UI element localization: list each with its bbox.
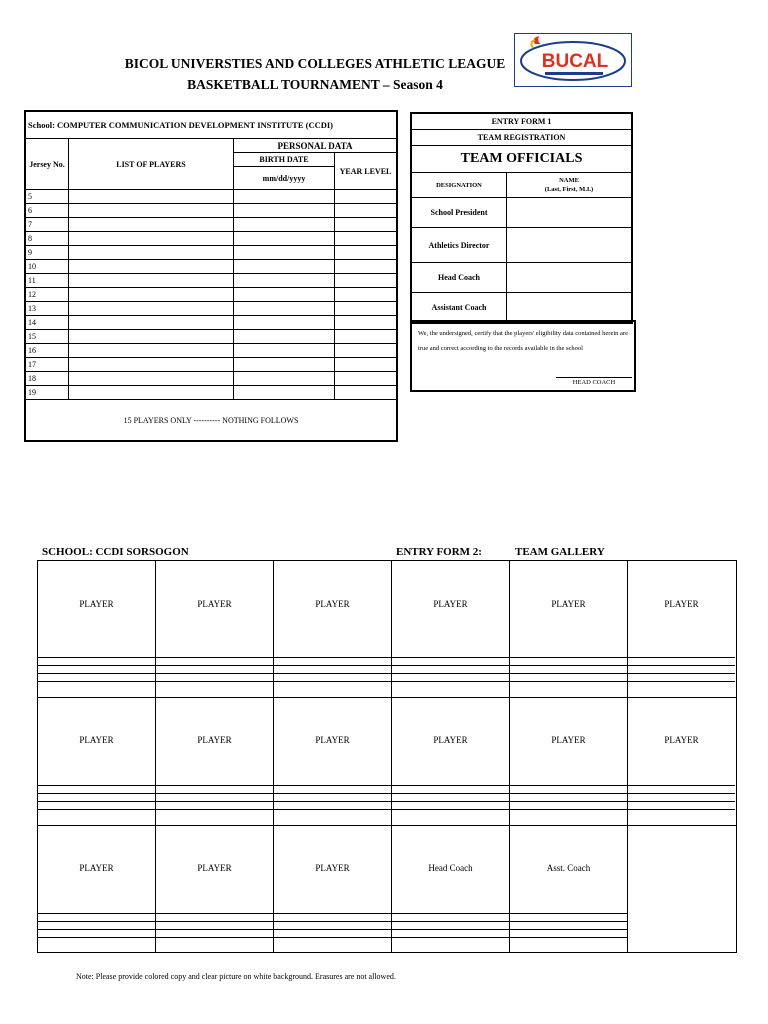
name-line [392,785,509,786]
gallery-photo-slot [38,825,156,952]
name-line [628,665,735,666]
name-line [38,809,155,810]
player-name-cell[interactable] [69,316,234,330]
jersey-number: 18 [25,372,69,386]
name-line [38,793,155,794]
nothing-follows-note: 15 PLAYERS ONLY ---------- NOTHING FOLLOWS [25,400,397,442]
name-line [274,937,391,938]
name-line [38,673,155,674]
entry-form-2-label: ENTRY FORM 2: [396,546,482,558]
player-name-cell[interactable] [69,288,234,302]
player-name-cell[interactable] [69,372,234,386]
gallery-photo-slot [392,561,510,697]
league-title: BICOL UNIVERSTIES AND COLLEGES ATHLETIC LEAGUE [124,56,506,71]
head-coach-signatory: HEAD COACH [572,379,616,386]
gallery-photo-slot [38,697,156,825]
name-line [628,809,735,810]
gallery-photo-slot [274,561,392,697]
year-level-cell[interactable] [335,190,398,204]
jersey-number: 9 [25,246,69,260]
gallery-photo-slot [156,697,274,825]
player-row [25,372,397,386]
gallery-slot-label: PLAYER [79,599,114,609]
team-gallery-grid [37,560,737,953]
name-line [510,673,627,674]
team-officials-table [410,112,633,324]
official-name-cell[interactable] [507,293,633,324]
year-level-cell[interactable] [335,330,398,344]
gallery-slot-label: PLAYER [79,863,114,873]
name-line [156,929,273,930]
name-line [628,793,735,794]
designation-header: DESIGNATION [411,173,507,198]
jersey-number: 17 [25,358,69,372]
player-name-cell[interactable] [69,232,234,246]
signature-line [556,377,632,378]
birth-date-cell[interactable] [234,316,335,330]
name-line [392,801,509,802]
gallery-photo-slot [510,561,628,697]
player-row [25,260,397,274]
gallery-slot-label: PLAYER [664,735,699,745]
birth-date-cell[interactable] [234,302,335,316]
name-line [38,921,155,922]
player-row [25,330,397,344]
gallery-slot-label: PLAYER [664,599,699,609]
player-row [25,274,397,288]
birth-date-cell[interactable] [234,288,335,302]
jersey-number: 13 [25,302,69,316]
name-line [274,665,391,666]
name-line [392,657,509,658]
birth-date-cell[interactable] [234,246,335,260]
player-name-cell[interactable] [69,218,234,232]
gallery-photo-slot [392,825,510,952]
name-line [274,681,391,682]
player-row [25,190,397,204]
name-line [156,665,273,666]
jersey-number: 14 [25,316,69,330]
birth-date-cell[interactable] [234,330,335,344]
name-line [156,921,273,922]
name-line [510,913,627,914]
name-line [274,809,391,810]
gallery-slot-label: Head Coach [428,863,473,873]
gallery-photo-slot [156,561,274,697]
name-line [392,673,509,674]
team-officials-title: TEAM OFFICIALS [411,146,632,173]
name-line [392,809,509,810]
gallery-slot-label: PLAYER [315,599,350,609]
team-gallery-title: TEAM GALLERY [515,546,605,558]
jersey-number: 8 [25,232,69,246]
gallery-photo-slot [392,697,510,825]
player-name-cell[interactable] [69,274,234,288]
name-line [38,681,155,682]
official-name-cell[interactable] [507,228,633,263]
year-level-cell[interactable] [335,372,398,386]
personal-data-header: PERSONAL DATA [234,139,398,153]
name-line [392,913,509,914]
jersey-number: 16 [25,344,69,358]
name-line [392,665,509,666]
name-line [628,785,735,786]
submission-note: Note: Please provide colored copy and clear picture on white background. Erasures are not allowed. [76,972,396,981]
bucal-logo [514,33,632,87]
birth-date-cell[interactable] [234,190,335,204]
player-row [25,232,397,246]
year-level-cell[interactable] [335,288,398,302]
year-level-header: YEAR LEVEL [335,153,398,190]
birth-date-cell[interactable] [234,344,335,358]
jersey-number: 11 [25,274,69,288]
name-line [510,681,627,682]
name-line [510,657,627,658]
name-line [38,937,155,938]
gallery-photo-slot [510,697,628,825]
player-list-table [24,110,398,442]
name-line [510,929,627,930]
birth-date-cell[interactable] [234,218,335,232]
birth-date-cell[interactable] [234,386,335,400]
gallery-slot-label: PLAYER [315,863,350,873]
jersey-number: 15 [25,330,69,344]
birth-date-header: BIRTH DATE [234,153,335,167]
jersey-number: 12 [25,288,69,302]
name-line [156,793,273,794]
player-name-cell[interactable] [69,358,234,372]
name-line [38,801,155,802]
entry-form-1-label: ENTRY FORM 1 [411,113,632,130]
name-line [156,809,273,810]
player-name-cell[interactable] [69,344,234,358]
name-line [392,937,509,938]
birth-date-cell[interactable] [234,204,335,218]
role-athletics-director: Athletics Director [411,228,507,263]
date-format-header: mm/dd/yyyy [234,167,335,190]
name-format-header: (Last, First, M.I.) [544,186,594,193]
gallery-photo-slot [156,825,274,952]
name-line [38,913,155,914]
name-line [156,681,273,682]
name-line [628,673,735,674]
birth-date-cell[interactable] [234,260,335,274]
certification-text: We, the undersigned, certify that the players' eligibility data contained herein are true and correct according to the records available in the school [418,330,628,352]
name-line [156,801,273,802]
name-line [628,657,735,658]
name-line [628,681,735,682]
year-level-cell[interactable] [335,344,398,358]
name-line [510,937,627,938]
player-row [25,204,397,218]
jersey-header: Jersey No. [25,139,69,190]
year-level-cell[interactable] [335,316,398,330]
player-row [25,302,397,316]
year-level-cell[interactable] [335,232,398,246]
name-line [274,657,391,658]
role-assistant-coach: Assistant Coach [411,293,507,324]
name-line [392,793,509,794]
player-row [25,316,397,330]
name-line [510,809,627,810]
player-name-cell[interactable] [69,386,234,400]
name-line [156,657,273,658]
player-row [25,358,397,372]
gallery-photo-slot [628,697,735,825]
gallery-slot-label: Asst. Coach [546,863,591,873]
name-line [38,665,155,666]
gallery-slot-label: PLAYER [197,599,232,609]
name-line [510,921,627,922]
name-line [510,785,627,786]
name-line [274,929,391,930]
tournament-title: BASKETBALL TOURNAMENT – Season 4 [187,77,443,92]
gallery-empty-slot [628,825,735,952]
name-line [274,785,391,786]
player-row [25,246,397,260]
team-registration-label: TEAM REGISTRATION [411,130,632,146]
year-level-cell[interactable] [335,302,398,316]
list-of-players-header: LIST OF PLAYERS [69,139,234,190]
player-row [25,288,397,302]
role-head-coach: Head Coach [411,263,507,293]
official-name-cell[interactable] [507,198,633,228]
gallery-slot-label: PLAYER [79,735,114,745]
gallery-photo-slot [274,825,392,952]
year-level-cell[interactable] [335,274,398,288]
player-name-cell[interactable] [69,330,234,344]
jersey-number: 6 [25,204,69,218]
birth-date-cell[interactable] [234,372,335,386]
year-level-cell[interactable] [335,218,398,232]
name-line [628,801,735,802]
year-level-cell[interactable] [335,204,398,218]
name-line [274,673,391,674]
name-line [510,665,627,666]
name-line [274,793,391,794]
name-line [510,793,627,794]
name-line [38,929,155,930]
year-level-cell[interactable] [335,260,398,274]
svg-text:BUCAL: BUCAL [541,51,609,72]
name-line [392,921,509,922]
name-line [38,657,155,658]
gallery-slot-label: PLAYER [197,735,232,745]
player-row [25,386,397,400]
gallery-slot-label: PLAYER [433,599,468,609]
gallery-slot-label: PLAYER [551,735,586,745]
player-row [25,344,397,358]
player-name-cell[interactable] [69,302,234,316]
name-line [156,673,273,674]
name-line [156,785,273,786]
player-name-cell[interactable] [69,190,234,204]
jersey-number: 10 [25,260,69,274]
gallery-slot-label: PLAYER [315,735,350,745]
name-line [38,785,155,786]
gallery-photo-slot [510,825,628,952]
name-line [274,921,391,922]
year-level-cell[interactable] [335,246,398,260]
gallery-school: SCHOOL: CCDI SORSOGON [42,546,189,558]
official-name-cell[interactable] [507,263,633,293]
gallery-photo-slot [274,697,392,825]
name-line [274,913,391,914]
name-line [156,937,273,938]
name-line [510,801,627,802]
gallery-slot-label: PLAYER [433,735,468,745]
birth-date-cell[interactable] [234,232,335,246]
birth-date-cell[interactable] [234,274,335,288]
gallery-photo-slot [628,561,735,697]
player-row [25,218,397,232]
jersey-number: 7 [25,218,69,232]
name-line [274,801,391,802]
role-school-president: School President [411,198,507,228]
school-name: School: COMPUTER COMMUNICATION DEVELOPMENT INSTITUTE (CCDI) [25,111,397,139]
name-line [392,681,509,682]
birth-date-cell[interactable] [234,358,335,372]
name-line [156,913,273,914]
gallery-slot-label: PLAYER [197,863,232,873]
year-level-cell[interactable] [335,386,398,400]
year-level-cell[interactable] [335,358,398,372]
jersey-number: 19 [25,386,69,400]
player-name-cell[interactable] [69,204,234,218]
name-header: NAME [559,177,579,184]
name-line [392,929,509,930]
player-name-cell[interactable] [69,260,234,274]
gallery-slot-label: PLAYER [551,599,586,609]
gallery-photo-slot [38,561,156,697]
player-name-cell[interactable] [69,246,234,260]
jersey-number: 5 [25,190,69,204]
